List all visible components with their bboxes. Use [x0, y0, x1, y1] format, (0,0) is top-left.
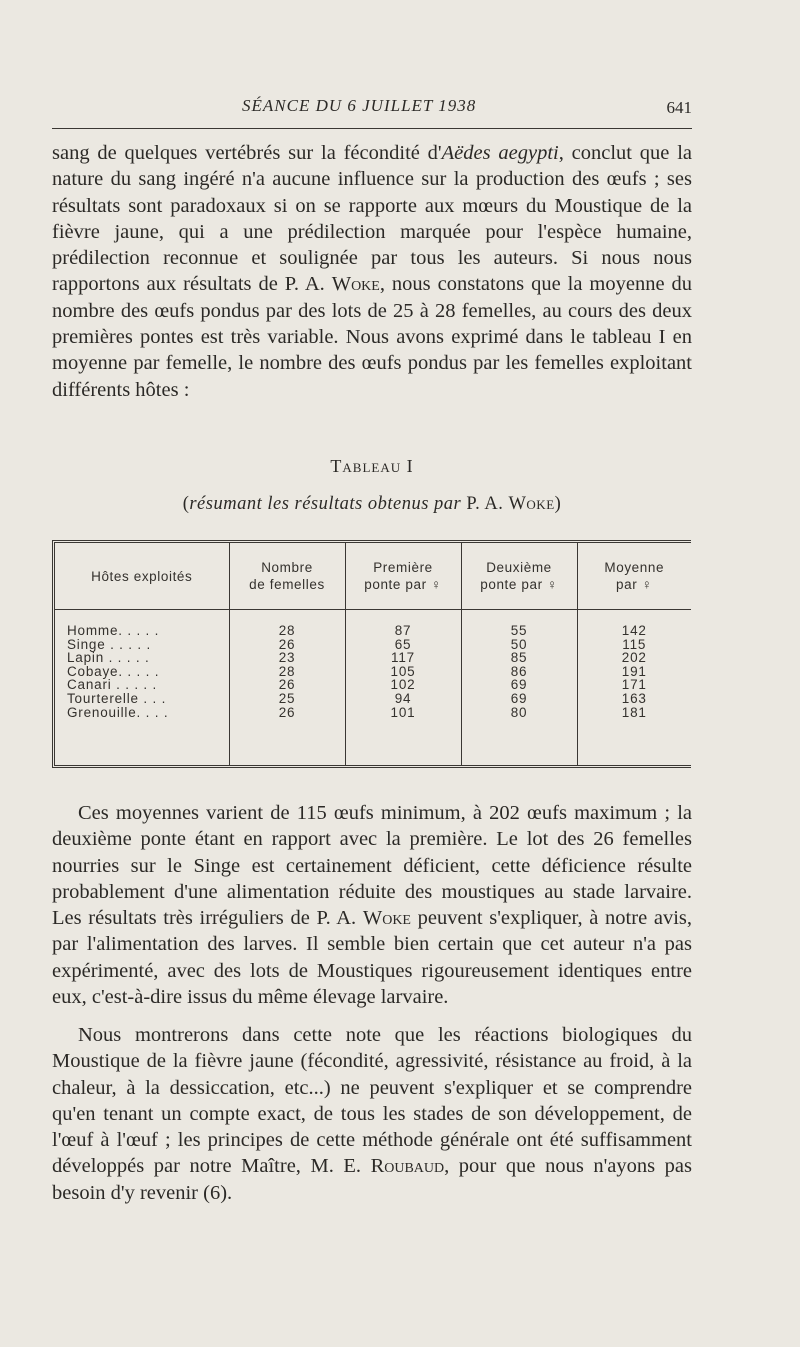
- header-first-laying: Première ponte par ♀: [345, 543, 461, 610]
- species-name: Aëdes aegypti: [441, 142, 559, 164]
- paragraph-3: Nous montrerons dans cette note que les réactions biologiques du Moustique de la fièvre jaune (fécondité, agressivité, résistance au froid, à la chaleur, à la dessiccation, etc...) ne peuvent s'expliquer et se comprendre qu'en tenant un compte exact, de tous les stades de son développement, de l'œuf à l'œuf ; les principes de cette méthode générale ont été suffisamment développés par notre Maître, M. E. Roubaud, pour que nous n'ayons pas besoin d'y revenir (6).: [52, 1024, 692, 1204]
- second-laying-column: 55 50 85 86 69 69 80: [461, 610, 577, 766]
- first-laying-column: 87 65 117 105 102 94 101: [345, 610, 461, 766]
- paragraph-1: sang de quelques vertébrés sur la fécondité d'Aëdes aegypti, conclut que la nature du sang ingéré n'a aucune influence sur la production des œufs ; ses résultats sont paradoxaux si on se rapporte aux mœurs du Moustique de la fièvre jaune, qui a une prédilection marquée pour l'espèce humaine, prédilection reconnue et soulignée par tous les auteurs. Si nous nous rapportons aux résultats de P. A. Woke, nous constatons que la moyenne du nombre des œufs pondus par des lots de 25 à 28 femelles, au cours des deux premières pontes est très variable. Nous avons exprimé dans le tableau I en moyenne par femelle, le nombre des œufs pondus par les femelles exploitant différents hôtes :: [52, 142, 692, 401]
- header-hosts: Hôtes exploités: [55, 543, 229, 610]
- page-number: 641: [666, 98, 692, 117]
- data-table: [52, 540, 691, 768]
- author-name: Roubaud: [370, 1155, 445, 1178]
- author-name: Woke: [331, 273, 380, 296]
- header-second-laying: Deuxième ponte par ♀: [461, 543, 577, 610]
- hosts-column: Homme. . . . . Singe . . . . . Lapin . . . . . Cobaye. . . . . Canari . . . . . Tourterelle . . . Grenouille. . . .: [67, 623, 169, 720]
- average-column: 142 115 202 191 171 163 181: [577, 610, 691, 766]
- table-subtitle: (résumant les résultats obtenus par P. A. Woke): [182, 494, 562, 514]
- table-title: Tableau I: [330, 456, 414, 476]
- author-name: Woke: [362, 907, 411, 930]
- running-header: [52, 92, 692, 129]
- table-body-row: [55, 610, 691, 766]
- females-column: 28 26 23 28 26 25 26: [229, 610, 345, 766]
- header-title: SÉANCE DU 6 JUILLET 1938: [242, 96, 477, 115]
- paragraph-2: Ces moyennes varient de 115 œufs minimum, à 202 œufs maximum ; la deuxième ponte étant en rapport avec la première. Le lot des 26 femelles nourries sur le Singe est certainement déficient, cette déficience résulte probablement d'une alimentation réduite des moustiques au stade larvaire. Les résultats très irréguliers de P. A. Woke peuvent s'expliquer, à notre avis, par l'alimentation des larves. Il semble bien certain que cet auteur n'a pas expérimenté, avec des lots de Moustiques rigoureusement identiques entre eux, c'est-à-dire issus du même élevage larvaire.: [52, 802, 692, 1009]
- header-average: Moyenne par ♀: [577, 543, 691, 610]
- table-header-row: [55, 543, 691, 610]
- header-females: Nombre de femelles: [229, 543, 345, 610]
